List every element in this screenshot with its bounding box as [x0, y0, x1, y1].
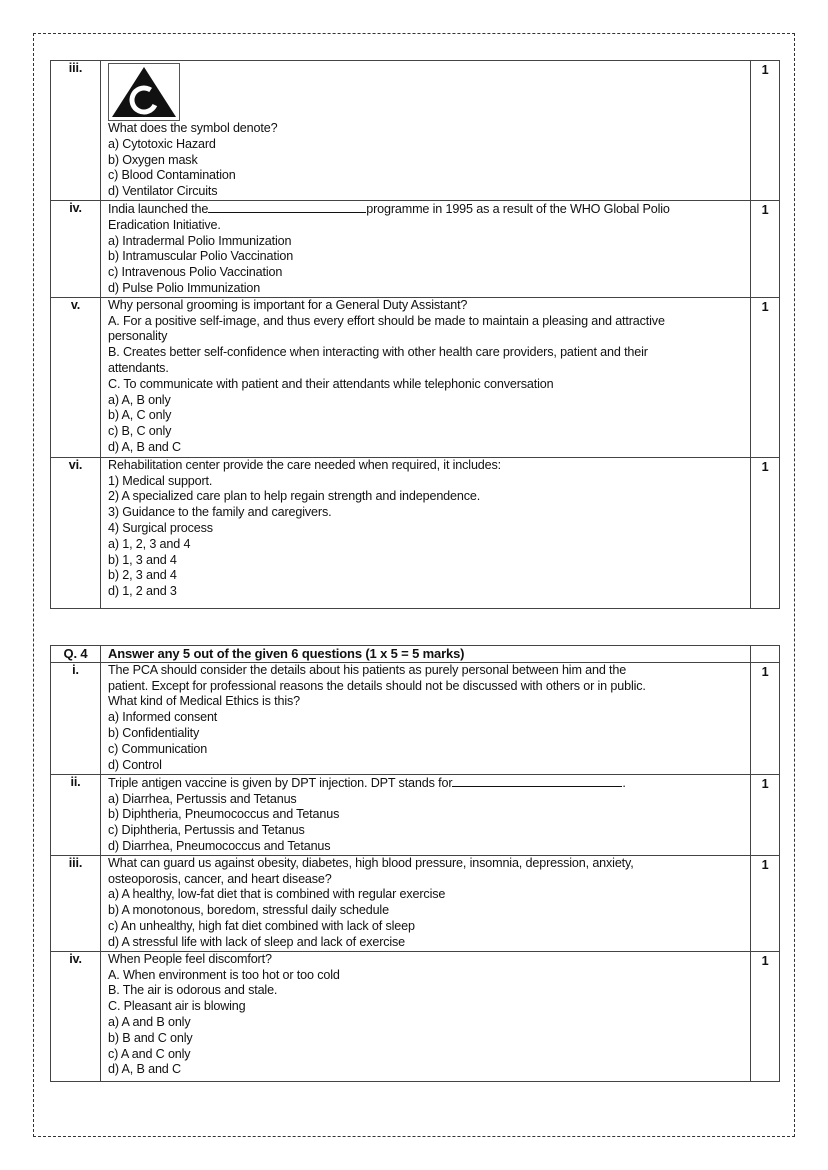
- question-line: d) Ventilator Circuits: [108, 184, 218, 199]
- question-mark: 1: [751, 951, 780, 1081]
- question-line: c) B, C only: [108, 424, 172, 439]
- question-text: [101, 297, 751, 457]
- question-line: personality: [108, 329, 168, 344]
- question-line: a) Intradermal Polio Immunization: [108, 233, 292, 248]
- question-row: [51, 774, 780, 855]
- mark-cell: [751, 646, 780, 663]
- question-mark: 1: [751, 662, 780, 774]
- question-mark: 1: [751, 201, 780, 298]
- question-row: [51, 201, 780, 298]
- question-text: [101, 201, 751, 298]
- question-line: a) A and B only: [108, 1014, 191, 1029]
- question-number: i.: [51, 662, 101, 774]
- section-number: Q. 4: [51, 646, 101, 663]
- question-line: C. Pleasant air is blowing: [108, 999, 246, 1014]
- question-line: patient. Except for professional reasons the details should not be discussed with others or in public.: [108, 678, 646, 693]
- question-line: b) Oxygen mask: [108, 152, 198, 167]
- question-line: d) A, B and C: [108, 1062, 181, 1077]
- question-table-4: [50, 645, 780, 1082]
- question-number: iii.: [51, 61, 101, 201]
- question-line: d) A stressful life with lack of sleep and lack of exercise: [108, 934, 406, 949]
- question-line: Eradication Initiative.: [108, 217, 221, 232]
- question-line: d) Pulse Polio Immunization: [108, 280, 261, 295]
- question-text: [101, 662, 751, 774]
- question-line: a) A healthy, low-fat diet that is combined with regular exercise: [108, 887, 446, 902]
- question-line: A. When environment is too hot or too cold: [108, 967, 340, 982]
- question-line: b) A, C only: [108, 408, 172, 423]
- question-line: 2) A specialized care plan to help regain strength and independence.: [108, 489, 481, 504]
- question-text: [101, 951, 751, 1081]
- question-number: ii.: [51, 774, 101, 855]
- question-line: b) Confidentiality: [108, 725, 200, 740]
- question-line: d) Control: [108, 757, 162, 772]
- question-line: b) 1, 3 and 4: [108, 552, 177, 567]
- question-line: 4) Surgical process: [108, 520, 213, 535]
- question-line: b) 2, 3 and 4: [108, 568, 177, 583]
- question-line: 1) Medical support.: [108, 473, 213, 488]
- question-number: vi.: [51, 457, 101, 608]
- question-line: b) A monotonous, boredom, stressful daily schedule: [108, 903, 389, 918]
- question-line: B. Creates better self-confidence when interacting with other health care providers, patient and their: [108, 345, 648, 360]
- question-line: C. To communicate with patient and their attendants while telephonic conversation: [108, 376, 554, 391]
- question-row: [51, 61, 780, 201]
- question-line: a) Diarrhea, Pertussis and Tetanus: [108, 791, 297, 806]
- question-line: b) B and C only: [108, 1030, 193, 1045]
- question-row: [51, 951, 780, 1081]
- question-line: The PCA should consider the details about his patients as purely personal between him and the: [108, 662, 627, 677]
- question-line: osteoporosis, cancer, and heart disease?: [108, 871, 332, 886]
- question-text: [101, 457, 751, 608]
- question-line: When People feel discomfort?: [108, 951, 272, 966]
- question-row: [51, 662, 780, 774]
- question-line: c) Intravenous Polio Vaccination: [108, 265, 283, 280]
- question-line: What does the symbol denote?: [108, 121, 278, 135]
- question-row: [51, 457, 780, 608]
- question-line: c) A and C only: [108, 1046, 191, 1061]
- question-line: attendants.: [108, 360, 169, 375]
- question-line: B. The air is odorous and stale.: [108, 983, 278, 998]
- question-number: v.: [51, 297, 101, 457]
- cytotoxic-hazard-symbol-icon: [108, 63, 180, 121]
- question-line: d) A, B and C: [108, 439, 181, 454]
- question-mark: 1: [751, 774, 780, 855]
- question-mark: 1: [751, 855, 780, 951]
- question-line: Why personal grooming is important for a General Duty Assistant?: [108, 297, 468, 312]
- question-line: A. For a positive self-image, and thus every effort should be made to maintain a pleasing and attractive: [108, 313, 665, 328]
- question-text: [101, 774, 751, 855]
- answer-blank: [208, 201, 366, 213]
- question-line: c) Blood Contamination: [108, 168, 236, 183]
- question-line: 3) Guidance to the family and caregivers.: [108, 505, 332, 520]
- question-row: [51, 297, 780, 457]
- question-number: iv.: [51, 951, 101, 1081]
- question-line: c) Diphtheria, Pertussis and Tetanus: [108, 823, 305, 838]
- question-line: a) 1, 2, 3 and 4: [108, 536, 191, 551]
- question-line: c) Communication: [108, 741, 208, 756]
- question-line: What kind of Medical Ethics is this?: [108, 694, 300, 709]
- question-line: a) Informed consent: [108, 710, 218, 725]
- question-mark: 1: [751, 297, 780, 457]
- question-mark: 1: [751, 61, 780, 201]
- question-line: b) Intramuscular Polio Vaccination: [108, 249, 294, 264]
- question-line: b) Diphtheria, Pneumococcus and Tetanus: [108, 807, 340, 822]
- fill-in-blank-stem: Triple antigen vaccine is given by DPT injection. DPT stands for .: [108, 775, 626, 790]
- question-line: What can guard us against obesity, diabetes, high blood pressure, insomnia, depression, anxiety,: [108, 855, 634, 870]
- question-line: Rehabilitation center provide the care needed when required, it includes:: [108, 457, 502, 472]
- question-text: [101, 61, 751, 201]
- question-row: [51, 855, 780, 951]
- question-text: [101, 855, 751, 951]
- section-instructions: Answer any 5 out of the given 6 questions (1 x 5 = 5 marks): [101, 646, 751, 663]
- question-mark: 1: [751, 457, 780, 608]
- question-line: d) 1, 2 and 3: [108, 584, 177, 599]
- section-header-row: [51, 646, 780, 663]
- question-line: a) Cytotoxic Hazard: [108, 136, 216, 151]
- question-line: c) An unhealthy, high fat diet combined with lack of sleep: [108, 918, 415, 933]
- question-number: iii.: [51, 855, 101, 951]
- question-table-3: [50, 60, 780, 609]
- question-number: iv.: [51, 201, 101, 298]
- question-line: d) Diarrhea, Pneumococcus and Tetanus: [108, 838, 331, 853]
- fill-in-blank-stem: India launched the programme in 1995 as a result of the WHO Global Polio: [108, 202, 670, 216]
- question-line: a) A, B only: [108, 392, 171, 407]
- answer-blank: [452, 775, 622, 787]
